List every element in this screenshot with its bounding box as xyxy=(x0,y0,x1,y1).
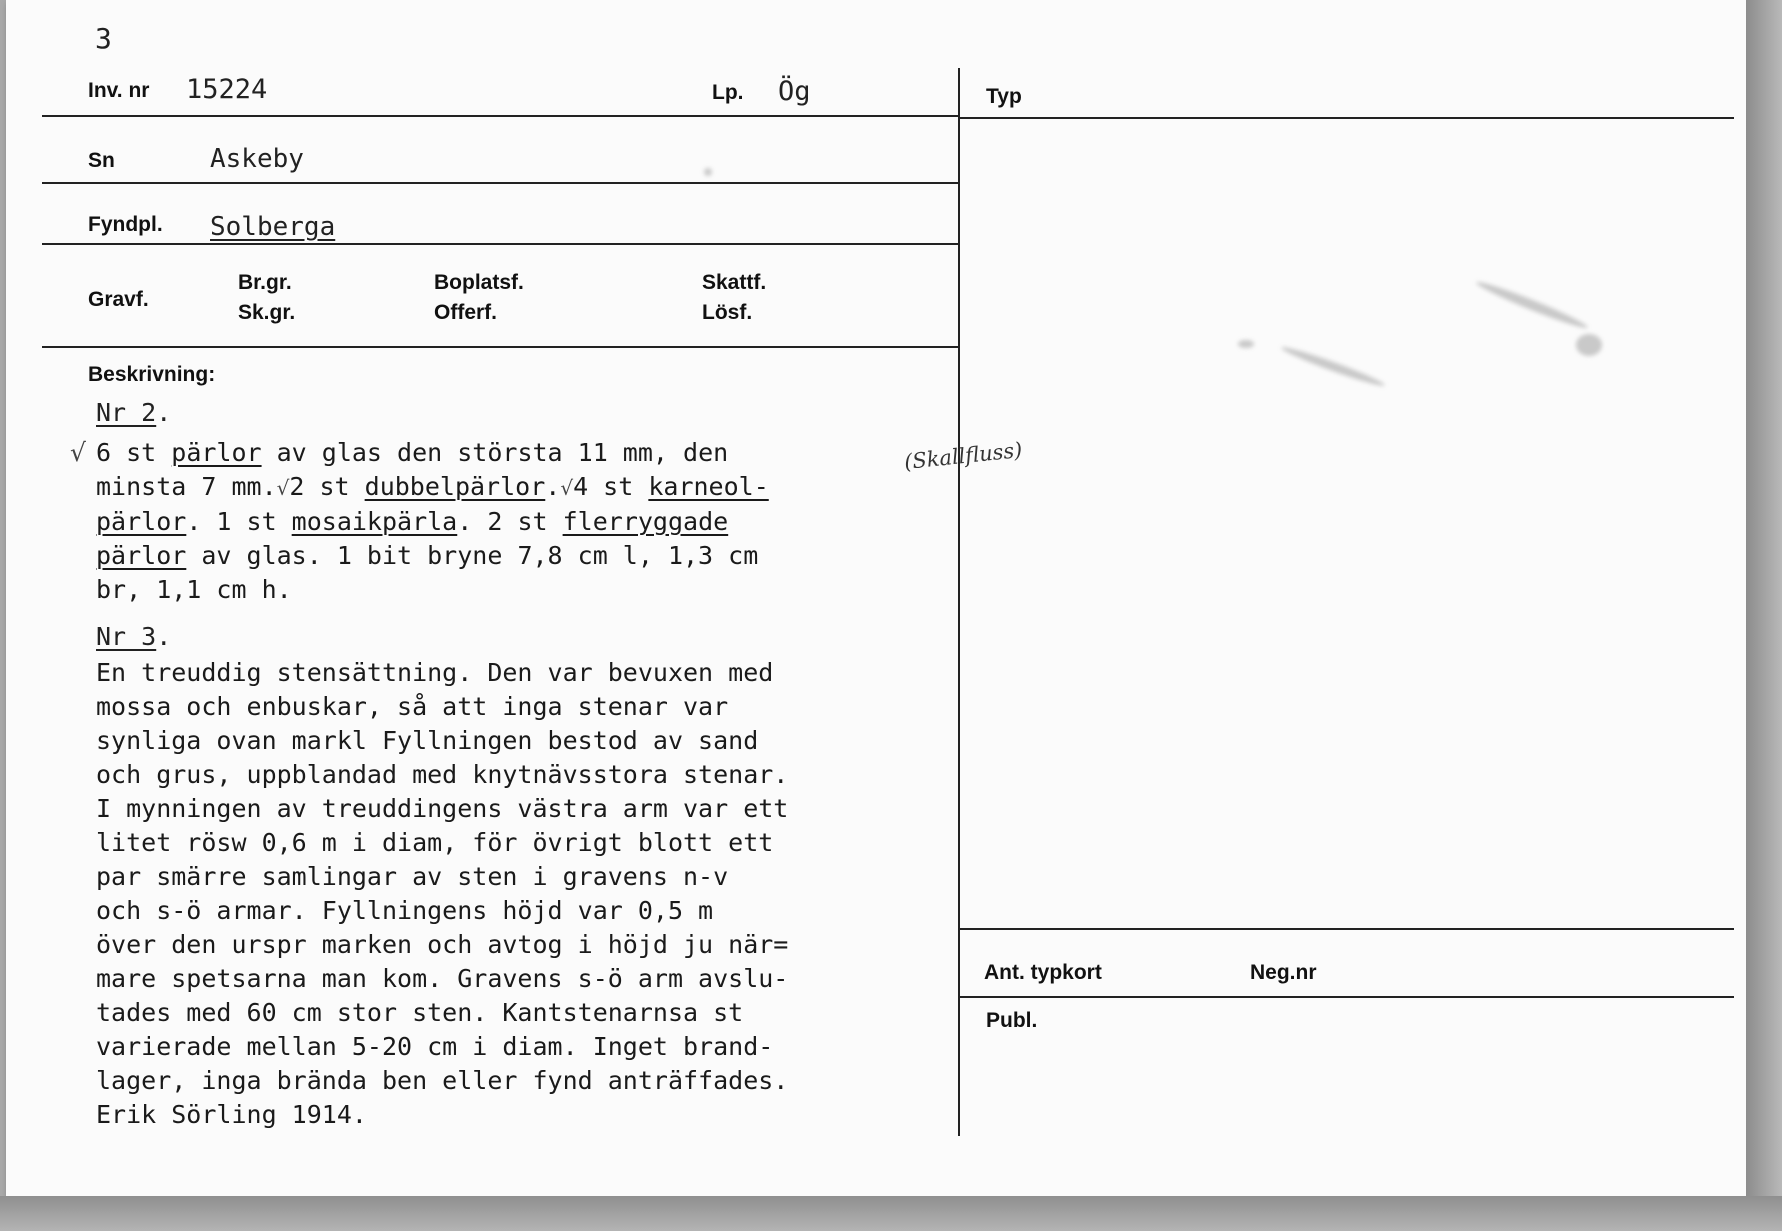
ant-typkort-label: Ant. typkort xyxy=(984,961,1102,984)
nr3-description: En treuddig stensättning. Den var bevuxen med mossa och enbuskar, så att inga stenar var synliga ovan markl Fyllningen bestod av sand och grus, uppblandad med knytnävsstora stenar. I mynningen av treuddingens västra arm var ett litet rösw 0,6 m i diam, för övrigt blott ett par smärre samlingar av sten i gravens n-v och s-ö armar. Fyllningens höjd var 0,5 m över den urspr marken och avtog i höjd ju när= mare spetsarna man kom. Gravens s-ö arm avslu- tades med 60 cm stor sten. Kantstenarnsa st varierade mellan 5-20 cm i diam. Inget brand- lager, inga brända ben eller fynd anträffades. Erik Sörling 1914. xyxy=(96,658,789,1129)
gravf-label: Gravf. xyxy=(88,288,149,311)
nr2-description: √ 6 st pärlor av glas den största 11 mm, den minsta 7 mm.√2 st dubbelpärlor.√4 st karneol- pärlor. 1 st mosaikpärla. 2 st flerryggade pärlor av glas. 1 bit bryne 7,8 cm l, 1,3 cm br, 1,1 cm h. xyxy=(70,438,769,604)
beskrivning-label: Beskrivning: xyxy=(88,363,216,386)
publ-label: Publ. xyxy=(986,1009,1038,1032)
row-divider xyxy=(42,115,958,117)
scan-background xyxy=(1746,0,1782,1231)
paper-smudge xyxy=(1576,334,1602,356)
scan-background xyxy=(0,1196,1782,1231)
paper-smudge xyxy=(1238,340,1254,348)
paper-smudge xyxy=(1474,278,1589,332)
publ-divider xyxy=(958,996,1734,998)
lp-label: Lp. xyxy=(712,81,744,104)
lp-value: Ög xyxy=(778,76,811,107)
catalog-card xyxy=(6,0,1746,1196)
row-divider xyxy=(42,243,958,245)
fyndpl-value: Solberga xyxy=(210,212,336,242)
inv-nr-label: Inv. nr xyxy=(88,79,150,102)
paper-smudge xyxy=(704,168,712,176)
row-divider xyxy=(42,182,958,184)
handwritten-check: √ xyxy=(70,438,86,467)
boplatsf-label: Boplatsf. xyxy=(434,271,524,294)
typ-area-divider xyxy=(958,928,1734,930)
brgr-label: Br.gr. xyxy=(238,271,292,294)
row-divider xyxy=(42,346,958,348)
inv-nr-value: 15224 xyxy=(186,74,268,105)
nr3-heading: Nr 3. xyxy=(96,622,172,651)
typ-divider xyxy=(958,117,1734,119)
typ-label: Typ xyxy=(986,85,1022,108)
skgr-label: Sk.gr. xyxy=(238,301,296,324)
sn-value: Askeby xyxy=(210,144,304,174)
neg-nr-label: Neg.nr xyxy=(1250,961,1317,984)
card-number: 3 xyxy=(95,22,112,55)
offerf-label: Offerf. xyxy=(434,301,497,324)
losf-label: Lösf. xyxy=(702,301,753,324)
handwritten-note: (Skallfluss) xyxy=(903,437,1024,475)
fyndpl-label: Fyndpl. xyxy=(88,213,163,236)
column-divider xyxy=(958,68,960,1136)
sn-label: Sn xyxy=(88,149,115,172)
nr2-heading: Nr 2. xyxy=(96,398,172,427)
skattf-label: Skattf. xyxy=(702,271,767,294)
paper-smudge xyxy=(1280,343,1386,389)
